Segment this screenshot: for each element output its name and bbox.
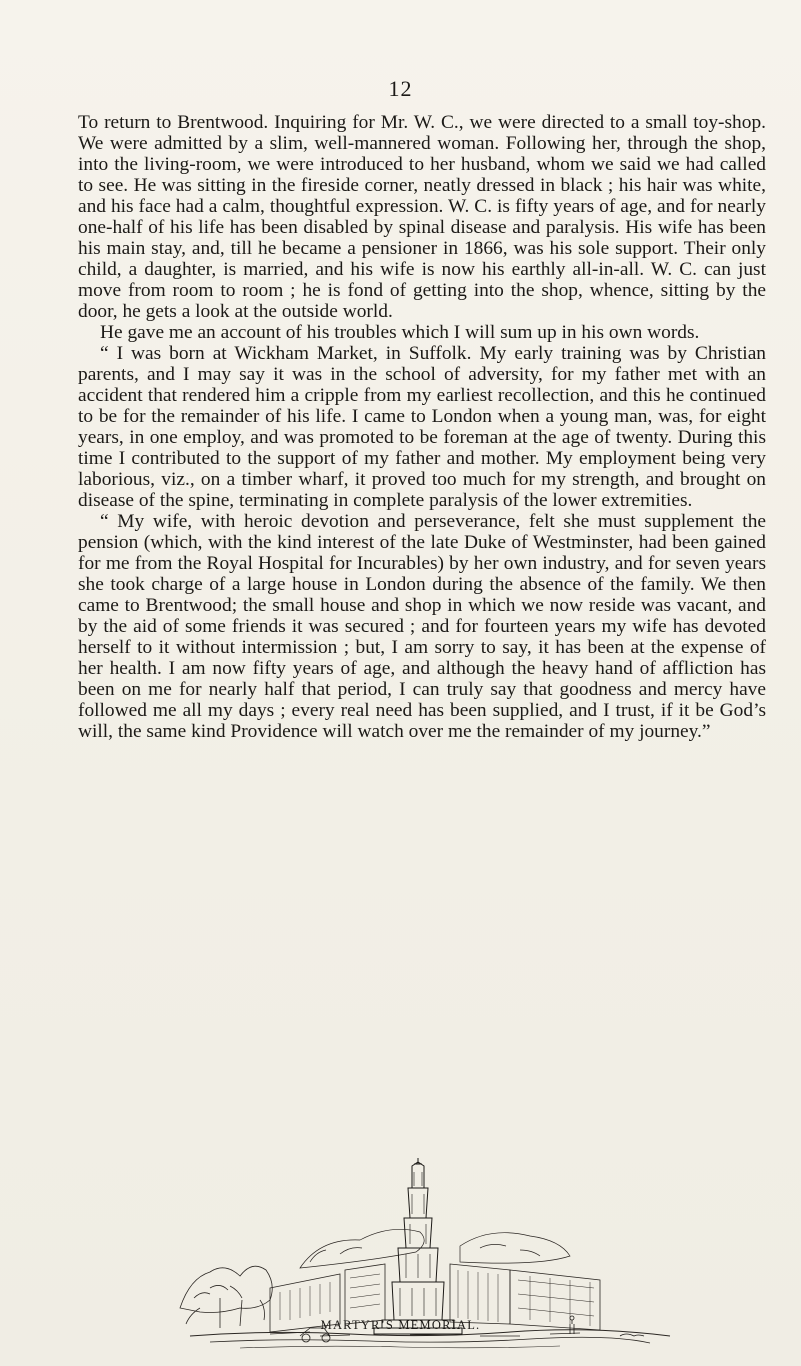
paragraph-intro: To return to Brentwood. Inquiring for Mr. W. C., we were directed to a small toy-shop. We were admitted by a slim, well-mannered woman. Following her, through the shop, into the living-room, we were introduced to her husband, whom we said we had called to see. He was sitting in the fireside corner, neatly dressed in black ; his hair was white, and his face had a calm, thoughtful expression. W. C. is fifty years of age, and for nearly one-half of his life has been disabled by spinal disease and paralysis. His wife has been his main stay, and, till he became a pensioner in 1866, was his sole support. Their only child, a daughter, is married, and his wife is now his earthly all-in-all. W. C. can just move from room to room ; he is fond of getting into the shop, whence, sitting by the door, he gets a look at the outside world.: [78, 112, 766, 322]
illustration-caption: MARTYR’S MEMORIAL.: [320, 1318, 481, 1332]
paragraph-quote-1: “ I was born at Wickham Market, in Suffolk. My early training was by Christian parents, and I may say it was in the school of adversity, for my father met with an accident that rendered him a cripple from my earliest recollection, and this he continued to be for the remainder of his life. I came to London when a young man, was, for eight years, in one employ, and was promoted to be foreman at the age of twenty. During this time I contributed to the support of my father and mother. My employment being very laborious, viz., on a timber wharf, it proved too much for my strength, and brought on disease of the spine, terminating in complete paralysis of the lower extremities.: [78, 343, 766, 511]
paragraph-quote-2: “ My wife, with heroic devotion and perseverance, felt she must supplement the pension (which, with the kind interest of the late Duke of Westminster, had been gained for me from the Royal Hospital for Incurables) by her own industry, and for seven years she took charge of a large house in London during the absence of the family. We then came to Brentwood; the small house and shop in which we now reside was vacant, and by the aid of some friends it was secured ; and for fourteen years my wife has devoted herself to it without intermission ; but, I am sorry to say, it has been at the expense of her health. I am now fifty years of age, and although the heavy hand of affliction has been on me for nearly half that period, I can truly say that goodness and mercy have followed me all my days ; every real need has been supplied, and I trust, if it be God’s will, the same kind Providence will watch over me the remainder of my journey.”: [78, 511, 766, 742]
body-text: [78, 112, 766, 742]
page-number: 12: [388, 76, 413, 101]
paragraph-account: He gave me an account of his troubles which I will sum up in his own words.: [100, 322, 700, 343]
